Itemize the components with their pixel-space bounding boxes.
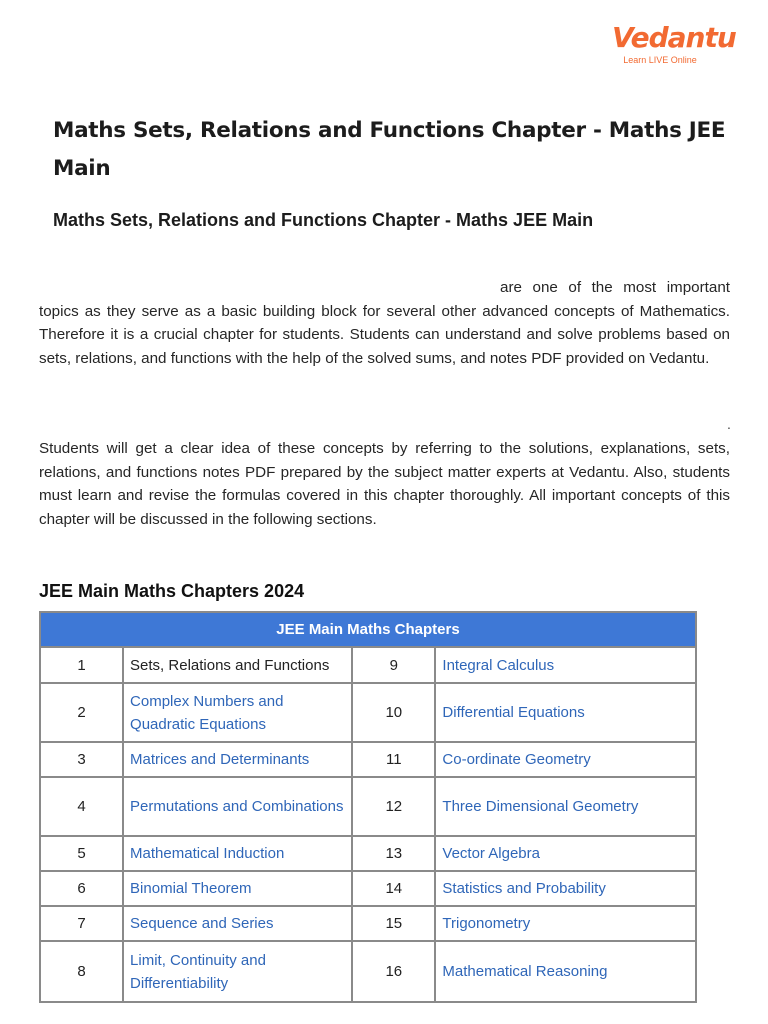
table-row xyxy=(40,777,696,836)
chapter-name: Sets, Relations and Functions xyxy=(123,647,352,683)
page-title: Maths Sets, Relations and Functions Chapter - Maths JEE Main xyxy=(53,118,726,181)
chapter-link[interactable]: Complex Numbers and Quadratic Equations xyxy=(123,683,352,742)
logo-tagline: Learn LIVE Online xyxy=(623,55,697,65)
chapters-table xyxy=(39,611,697,1003)
chapter-number: 4 xyxy=(40,777,123,836)
chapter-link[interactable]: Three Dimensional Geometry xyxy=(435,777,696,836)
chapter-number: 13 xyxy=(352,836,435,871)
intro-paragraph: are one of the most important topics as they serve as a basic building block for several other advanced concepts of Mathematics. Therefore it is a crucial chapter for students. Students can understand and solve problems based on sets, relations, and functions with the help of the solved sums, and notes PDF provided on Vedantu. xyxy=(39,279,730,367)
chapter-number: 11 xyxy=(352,742,435,777)
stray-mark: . xyxy=(727,416,731,432)
chapter-link[interactable]: Mathematical Reasoning xyxy=(435,941,696,1002)
table-row xyxy=(40,836,696,871)
chapter-number: 9 xyxy=(352,647,435,683)
chapter-link[interactable]: Statistics and Probability xyxy=(435,871,696,906)
chapter-number: 8 xyxy=(40,941,123,1002)
chapter-link[interactable]: Co-ordinate Geometry xyxy=(435,742,696,777)
chapter-number: 1 xyxy=(40,647,123,683)
chapter-link[interactable]: Mathematical Induction xyxy=(123,836,352,871)
logo-brand: Vedantu xyxy=(612,21,736,54)
table-row xyxy=(40,742,696,777)
chapter-number: 10 xyxy=(352,683,435,742)
chapter-number: 15 xyxy=(352,906,435,941)
chapter-number: 5 xyxy=(40,836,123,871)
chapter-number: 16 xyxy=(352,941,435,1002)
vedantu-logo[interactable] xyxy=(612,21,736,66)
table-row xyxy=(40,647,696,683)
chapter-link[interactable]: Integral Calculus xyxy=(435,647,696,683)
chapter-number: 2 xyxy=(40,683,123,742)
chapter-number: 14 xyxy=(352,871,435,906)
chapter-number: 6 xyxy=(40,871,123,906)
table-row xyxy=(40,683,696,742)
chapter-link[interactable]: Vector Algebra xyxy=(435,836,696,871)
chapter-link[interactable]: Sequence and Series xyxy=(123,906,352,941)
chapter-link[interactable]: Limit, Continuity and Differentiability xyxy=(123,941,352,1002)
table-row xyxy=(40,906,696,941)
table-header-row xyxy=(40,612,696,647)
table-row xyxy=(40,871,696,906)
chapter-number: 7 xyxy=(40,906,123,941)
chapter-link[interactable]: Matrices and Determinants xyxy=(123,742,352,777)
page-subtitle: Maths Sets, Relations and Functions Chapter - Maths JEE Main xyxy=(53,210,594,230)
table-row xyxy=(40,941,696,1002)
chapter-number: 3 xyxy=(40,742,123,777)
chapter-link[interactable]: Permutations and Combinations xyxy=(123,777,352,836)
chapter-link[interactable]: Trigonometry xyxy=(435,906,696,941)
chapter-link[interactable]: Differential Equations xyxy=(435,683,696,742)
chapters-section-heading: JEE Main Maths Chapters 2024 xyxy=(39,581,305,601)
chapter-number: 12 xyxy=(352,777,435,836)
table-header: JEE Main Maths Chapters xyxy=(40,612,696,647)
chapter-link[interactable]: Binomial Theorem xyxy=(123,871,352,906)
concepts-paragraph: Students will get a clear idea of these concepts by referring to the solutions, explanations, sets, relations, and functions notes PDF prepared by the subject matter experts at Vedantu. Also, students must learn and revise the formulas covered in this chapter thoroughly. All important concepts of this chapter will be discussed in the following sections. xyxy=(39,440,730,528)
